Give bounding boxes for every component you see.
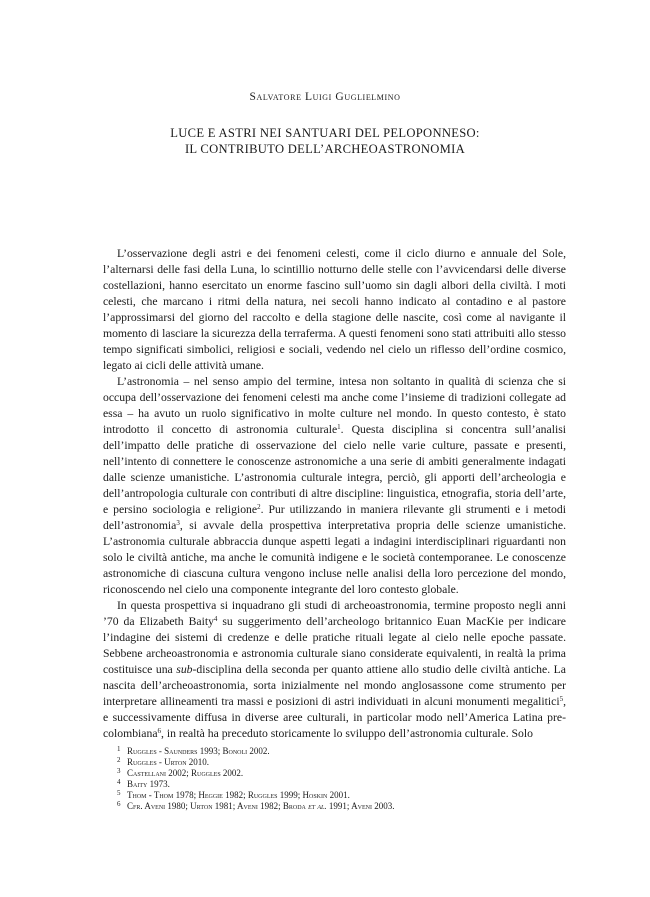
footnotes — [117, 746, 577, 811]
text-run: Cfr. Aveni 1980; Urton 1981; Aveni 1982; Broda — [127, 800, 309, 811]
footnote-number: 6 — [117, 799, 121, 808]
footnote-ref: 6 — [157, 727, 162, 735]
footnote-text: Thom - Thom 1978; Heggie 1982; Ruggles 1999; Hoskin 2001. — [127, 789, 350, 800]
footnote-ref: 2 — [257, 503, 261, 511]
footnote-text: Castellani 2002; Ruggles 2002. — [127, 767, 244, 778]
italic-term: et al. — [308, 800, 327, 811]
text-run: In questa prospettiva si inquadrano gli studi di archeoastronomia, termine proposto negli anni ’70 da Elizabeth Baity — [103, 599, 566, 628]
text-run: 1991; Aveni 2003. — [326, 800, 395, 811]
text-run: -disciplina della seconda per quanto attiene allo studio delle civiltà antiche. La nascita dell’archeoastronomia, sorta inizialmente nel mondo anglosassone come strumento per interpretare allineamenti tra massi e posizioni di astri individuati in alcuni monumenti megalitici — [103, 663, 566, 708]
footnote-number: 2 — [117, 755, 121, 764]
italic-term: sub — [176, 663, 193, 676]
footnote — [117, 746, 577, 757]
title-line-2: IL CONTRIBUTO DELL’ARCHEOASTRONOMIA — [184, 142, 466, 156]
footnote-text: Ruggles - Saunders 1993; Bonoli 2002. — [127, 746, 270, 756]
author-name: Salvatore Luigi Guglielmino — [249, 91, 401, 103]
title-line-1: LUCE E ASTRI NEI SANTUARI DEL PELOPONNESO: — [170, 126, 480, 140]
text-run: , e successivamente diffusa in diverse aree culturali, in particolar modo nell’America Latina pre-colombiana — [103, 695, 566, 740]
text-run: L’astronomia – nel senso ampio del termine, intesa non soltanto in qualità di scienza che si occupa dell’osservazione dei fenomeni celesti ma anche come l’insieme di tradizioni collegate ad essa – ha avuto un ruolo significativo in molte culture nel mondo. In questo contesto, è stato introdotto il concetto di astronomia culturale — [103, 375, 566, 436]
footnote-ref: 3 — [176, 519, 180, 527]
footnote-number: 3 — [117, 766, 121, 775]
paragraph-3 — [103, 598, 566, 742]
footnote-text: Ruggles - Urton 2010. — [127, 756, 210, 767]
text-run: su suggerimento dell’archeologo britannico Euan MacKie per indicare l’indagine dei sistemi di credenze e delle pratiche rituali legate al cielo nelle epoche passate. Sebbene archeoastronomia e astronomia culturale siano considerate equivalenti, in realtà la prima costituisce una — [103, 615, 566, 676]
article-body — [103, 246, 566, 742]
paragraph-2 — [103, 374, 566, 598]
footnote — [117, 779, 577, 790]
footnote-text: Baity 1973. — [127, 778, 170, 789]
footnote-number: 4 — [117, 777, 121, 786]
article-title — [0, 125, 650, 157]
paragraph-1: L’osservazione degli astri e dei fenomeni celesti, come il ciclo diurno e annuale del Sole, l’alternarsi delle fasi della Luna, lo scintillio notturno delle stelle con l’avvicendarsi delle diverse costellazioni, hanno esercitato un enorme fascino sull’uomo sin dagli albori della civiltà. I moti celesti, che marcano i ritmi della natura, nei secoli hanno indicato al contadino e al pastore l’approssimarsi del giorno del raccolto e della stagione delle nascite, così come al navigante il momento di lasciare la sicurezza della terraferma. A questi fenomeni sono stati attribuiti allo stesso tempo significati simbolici, religiosi e sociali, vedendo nel cielo un riflesso dell’ordine cosmico, legato ai cicli delle attività umane. — [103, 247, 566, 372]
footnote-number: 5 — [117, 788, 121, 797]
footnote — [117, 768, 577, 779]
footnote-number: 1 — [117, 745, 121, 753]
footnote-text — [127, 801, 394, 812]
text-run: . Pur utilizzando in maniera rilevante gli strumenti e i metodi dell’astronomia — [103, 503, 566, 532]
text-run: . Questa disciplina si concentra sull’analisi dell’impatto delle pratiche di osservazione del cielo nelle varie culture, passate e presenti, nell’intento di connettere le conoscenze astronomiche a una serie di ambiti generalmente indagati dalle scienze umanistiche. L’astronomia culturale integra, perciò, gli apporti dell’archeologia e dell’antropologia culturale con contributi di altre discipline: linguistica, etnografia, storia dell’arte, e persino sociologia e religione — [103, 423, 567, 516]
footnote-ref: 1 — [337, 423, 341, 431]
footnote-ref: 4 — [213, 615, 218, 623]
footnote — [117, 790, 577, 801]
text-run: , in realtà ha preceduto storicamente lo sviluppo dell’astronomia culturale. Solo — [161, 727, 533, 740]
footnote-ref: 5 — [559, 695, 564, 703]
text-run: , si avvale della prospettiva interpretativa propria delle scienze umanistiche. L’astronomia culturale abbraccia dunque aspetti legati a indagini interdisciplinari riguardanti non solo le civiltà antiche, ma anche le comunità indigene e le società contemporanee. Le conoscenze astronomiche di ciascuna cultura vengono incluse nelle analisi della loro percezione del mondo, riconoscendo nel cielo una componente integrante del loro contesto globale. — [103, 519, 566, 596]
footnote — [117, 757, 577, 768]
footnote — [117, 801, 577, 812]
